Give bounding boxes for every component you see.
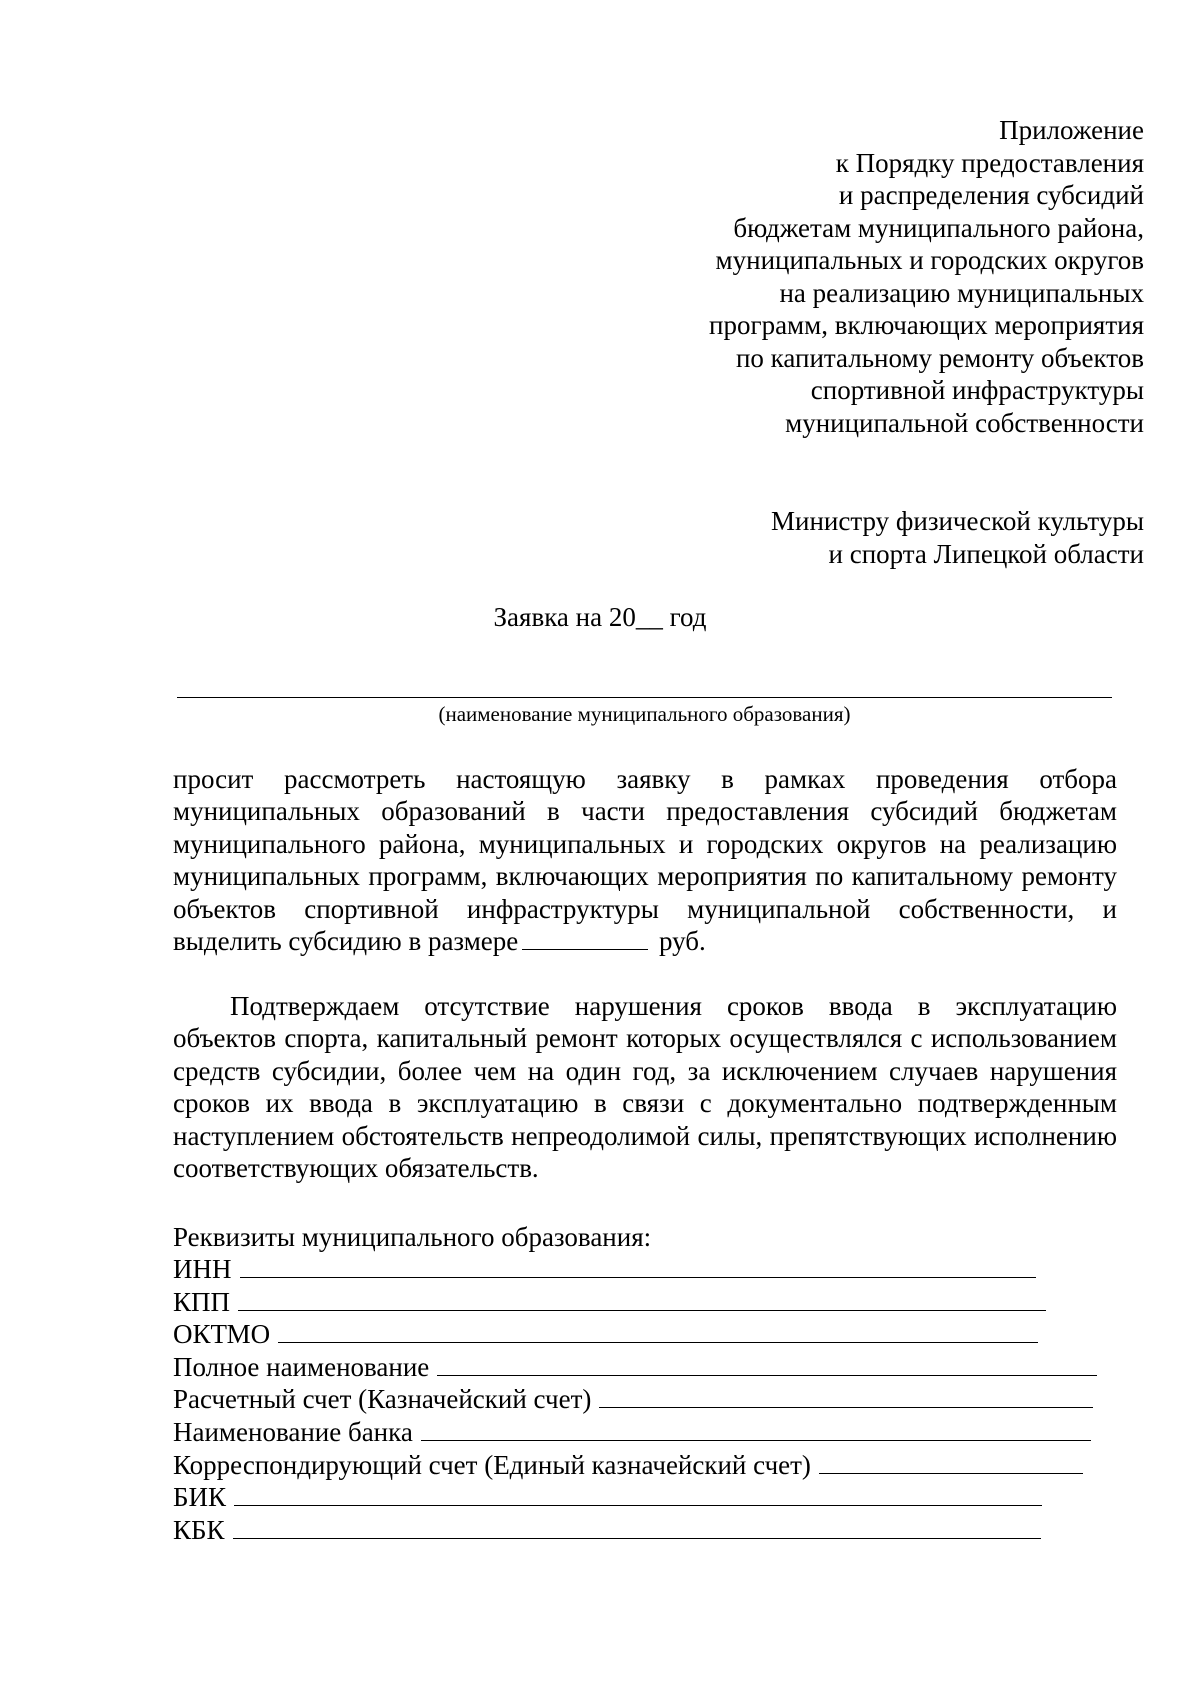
appendix-block: [560, 114, 1144, 439]
municipality-name-field[interactable]: [177, 697, 1112, 698]
bank-name-input-line[interactable]: [421, 1418, 1091, 1441]
appendix-line: бюджетам муниципального района,: [733, 212, 1144, 243]
addressee-line: Министру физической культуры: [771, 506, 1144, 536]
addressee-line: и спорта Липецкой области: [828, 538, 1144, 569]
kbk-input-line[interactable]: [233, 1516, 1041, 1539]
appendix-line: по капитальному ремонту объектов: [735, 342, 1144, 373]
field-label: КПП: [173, 1286, 231, 1317]
appendix-line: муниципальной собственности: [785, 407, 1144, 438]
appendix-line: Приложение: [999, 115, 1144, 145]
field-label: КБК: [173, 1514, 225, 1545]
field-correspondent-account: [173, 1449, 1123, 1482]
field-bank-name: [173, 1416, 1123, 1449]
appendix-line: программ, включающих мероприятия: [709, 310, 1144, 340]
field-label: Наименование банка: [173, 1416, 413, 1447]
field-label: Расчетный счет (Казначейский счет): [173, 1384, 592, 1415]
field-full-name: [173, 1351, 1123, 1384]
addressee-block: [560, 505, 1144, 570]
field-inn: [173, 1253, 1123, 1286]
confirmation-paragraph: Подтверждаем отсутствие нарушения сроков ввода в эксплуатацию объектов спорта, капитальный ремонт которых осуществлялся с использованием средств субсидии, более чем на один год, за исключением случаев нарушения сроков их ввода в эксплуатацию в связи с документально подтвержденным наступлением обстоятельств непреодолимой силы, препятствующих исполнению соответствующих обязательств.: [173, 991, 1117, 1184]
appendix-line: на реализацию муниципальных: [779, 277, 1144, 308]
field-label: Полное наименование: [173, 1351, 430, 1382]
subsidy-amount-field[interactable]: [522, 927, 648, 950]
document-title: Заявка на 20__ год: [493, 602, 707, 632]
bik-input-line[interactable]: [234, 1483, 1042, 1506]
inn-input-line[interactable]: [240, 1255, 1036, 1278]
field-label: Корреспондирующий счет (Единый казначейский счет): [173, 1449, 811, 1480]
field-label: БИК: [173, 1482, 227, 1513]
municipality-name-caption: (наименование муниципального образования): [438, 702, 851, 726]
appendix-line: и распределения субсидий: [838, 180, 1144, 210]
appendix-line: спортивной инфраструктуры: [810, 375, 1144, 405]
appendix-line: к Порядку предоставления: [835, 147, 1144, 178]
oktmo-input-line[interactable]: [278, 1320, 1038, 1343]
currency-label: руб.: [652, 926, 706, 957]
field-label: ИНН: [173, 1254, 232, 1284]
field-settlement-account: [173, 1383, 1123, 1416]
field-bik: [173, 1481, 1123, 1514]
details-fields: [173, 1253, 1123, 1546]
settlement-account-input-line[interactable]: [599, 1385, 1093, 1408]
field-kpp: [173, 1286, 1123, 1319]
request-text: просит рассмотреть настоящую заявку в рамках проведения отбора муниципальных образований в части предоставления субсидий бюджетам муниципального района, муниципальных и городских округов на реализацию муниципальных программ, включающих мероприятия по капитальному ремонту объектов спортивной инфраструктуры муниципальной собственности, и выделить субсидию в размере: [173, 764, 1117, 957]
correspondent-account-input-line[interactable]: [819, 1451, 1083, 1474]
field-oktmo: [173, 1318, 1123, 1351]
kpp-input-line[interactable]: [238, 1288, 1046, 1311]
appendix-line: муниципальных и городских округов: [715, 245, 1144, 275]
field-kbk: [173, 1514, 1123, 1547]
details-heading: Реквизиты муниципального образования:: [173, 1222, 652, 1252]
field-label: ОКТМО: [173, 1319, 271, 1350]
full-name-input-line[interactable]: [437, 1353, 1097, 1376]
request-paragraph: [173, 763, 1117, 957]
